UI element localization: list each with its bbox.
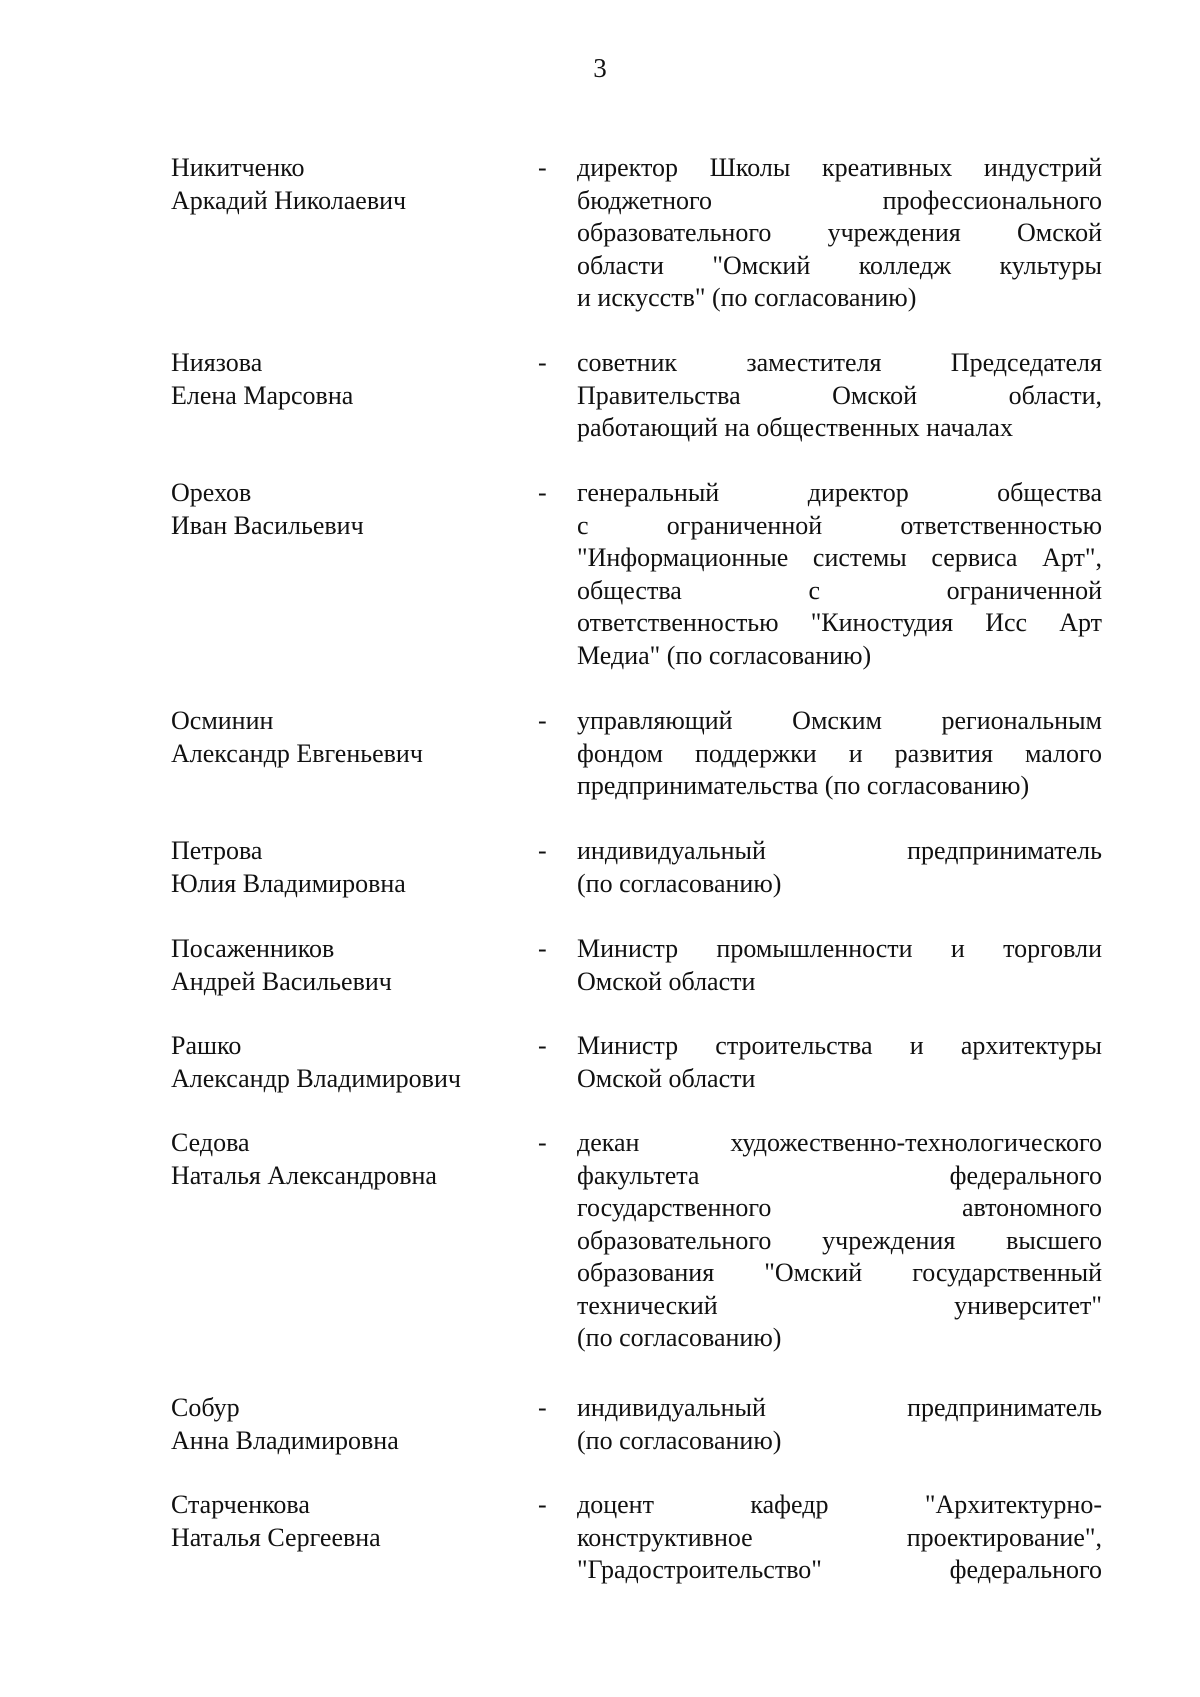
separator-dash: -	[538, 478, 547, 507]
role-line: генеральный директор общества	[577, 478, 1102, 507]
role-line: образования "Омский государственный	[577, 1258, 1102, 1287]
role-line: Правительства Омской области,	[577, 380, 1102, 410]
member-surname: Старченкова	[171, 1490, 310, 1519]
role-line: Медиа" (по согласованию)	[577, 640, 872, 670]
role-line: директор Школы креативных индустрий	[577, 153, 1102, 182]
separator-dash: -	[538, 1393, 547, 1422]
member-given-name: Анна Владимировна	[171, 1425, 399, 1455]
member-given-name: Наталья Сергеевна	[171, 1522, 381, 1552]
member-role	[577, 477, 1102, 672]
member-role	[577, 705, 1102, 803]
member-given-name: Александр Евгеньевич	[171, 738, 423, 768]
role-line: советник заместителя Председателя	[577, 348, 1102, 377]
member-name	[171, 1489, 501, 1554]
member-role	[577, 1392, 1102, 1457]
role-line: Министр строительства и архитектуры	[577, 1031, 1102, 1060]
member-given-name: Аркадий Николаевич	[171, 185, 407, 215]
role-line: ответственностью "Киностудия Исс Арт	[577, 608, 1102, 637]
role-line: образовательного учреждения Омской	[577, 218, 1102, 247]
separator-dash: -	[538, 706, 547, 735]
role-line: (по согласованию)	[577, 1425, 782, 1455]
member-surname: Рашко	[171, 1031, 242, 1060]
role-line: технический университет"	[577, 1290, 1102, 1320]
member-given-name: Александр Владимирович	[171, 1063, 461, 1093]
role-line: работающий на общественных началах	[577, 413, 1013, 442]
role-line: Омской области	[577, 966, 756, 996]
separator-dash: -	[538, 934, 547, 963]
member-name	[171, 152, 501, 217]
member-role	[577, 835, 1102, 900]
role-line: "Градостроительство" федерального	[577, 1555, 1102, 1584]
role-line: образовательного учреждения высшего	[577, 1225, 1102, 1255]
role-line: конструктивное проектирование",	[577, 1522, 1102, 1552]
separator-dash: -	[538, 836, 547, 865]
role-line: управляющий Омским региональным	[577, 706, 1102, 735]
member-name	[171, 1127, 501, 1192]
role-line: предпринимательства (по согласованию)	[577, 771, 1030, 800]
role-line: общества с ограниченной	[577, 575, 1102, 605]
separator-dash: -	[538, 1128, 547, 1157]
member-surname: Осминин	[171, 706, 274, 735]
role-line: Министр промышленности и торговли	[577, 934, 1102, 963]
member-name	[171, 1030, 501, 1095]
role-line: с ограниченной ответственностью	[577, 510, 1102, 540]
member-name	[171, 347, 501, 412]
member-given-name: Андрей Васильевич	[171, 966, 392, 996]
member-surname: Посаженников	[171, 934, 335, 963]
member-name	[171, 835, 501, 900]
role-line: (по согласованию)	[577, 1323, 782, 1352]
member-role	[577, 347, 1102, 445]
member-name	[171, 477, 501, 542]
role-line: Омской области	[577, 1063, 756, 1093]
role-line: декан художественно-технологического	[577, 1128, 1102, 1157]
member-given-name: Иван Васильевич	[171, 510, 364, 540]
member-role	[577, 1127, 1102, 1355]
member-given-name: Елена Марсовна	[171, 380, 354, 410]
role-line: области "Омский колледж культуры	[577, 250, 1102, 280]
member-role	[577, 933, 1102, 998]
separator-dash: -	[538, 153, 547, 182]
member-name	[171, 1392, 501, 1457]
separator-dash: -	[538, 1490, 547, 1519]
member-name	[171, 705, 501, 770]
role-line: фондом поддержки и развития малого	[577, 738, 1102, 768]
separator-dash: -	[538, 348, 547, 377]
member-surname: Орехов	[171, 478, 252, 507]
member-surname: Никитченко	[171, 153, 305, 182]
separator-dash: -	[538, 1031, 547, 1060]
role-line: доцент кафедр "Архитектурно-	[577, 1490, 1102, 1519]
member-surname: Ниязова	[171, 348, 263, 377]
member-surname: Собур	[171, 1393, 240, 1422]
member-role	[577, 1030, 1102, 1095]
member-surname: Петрова	[171, 836, 263, 865]
member-given-name: Наталья Александровна	[171, 1160, 437, 1190]
member-role	[577, 1489, 1102, 1587]
role-line: (по согласованию)	[577, 868, 782, 898]
member-name	[171, 933, 501, 998]
role-line: индивидуальный предприниматель	[577, 836, 1102, 865]
member-surname: Седова	[171, 1128, 250, 1157]
member-given-name: Юлия Владимировна	[171, 868, 406, 898]
member-role	[577, 152, 1102, 315]
role-line: "Информационные системы сервиса Арт",	[577, 543, 1102, 572]
role-line: индивидуальный предприниматель	[577, 1393, 1102, 1422]
role-line: факультета федерального	[577, 1160, 1102, 1190]
role-line: государственного автономного	[577, 1193, 1102, 1222]
role-line: бюджетного профессионального	[577, 185, 1102, 215]
page-number: 3	[593, 53, 607, 83]
role-line: и искусств" (по согласованию)	[577, 283, 917, 312]
